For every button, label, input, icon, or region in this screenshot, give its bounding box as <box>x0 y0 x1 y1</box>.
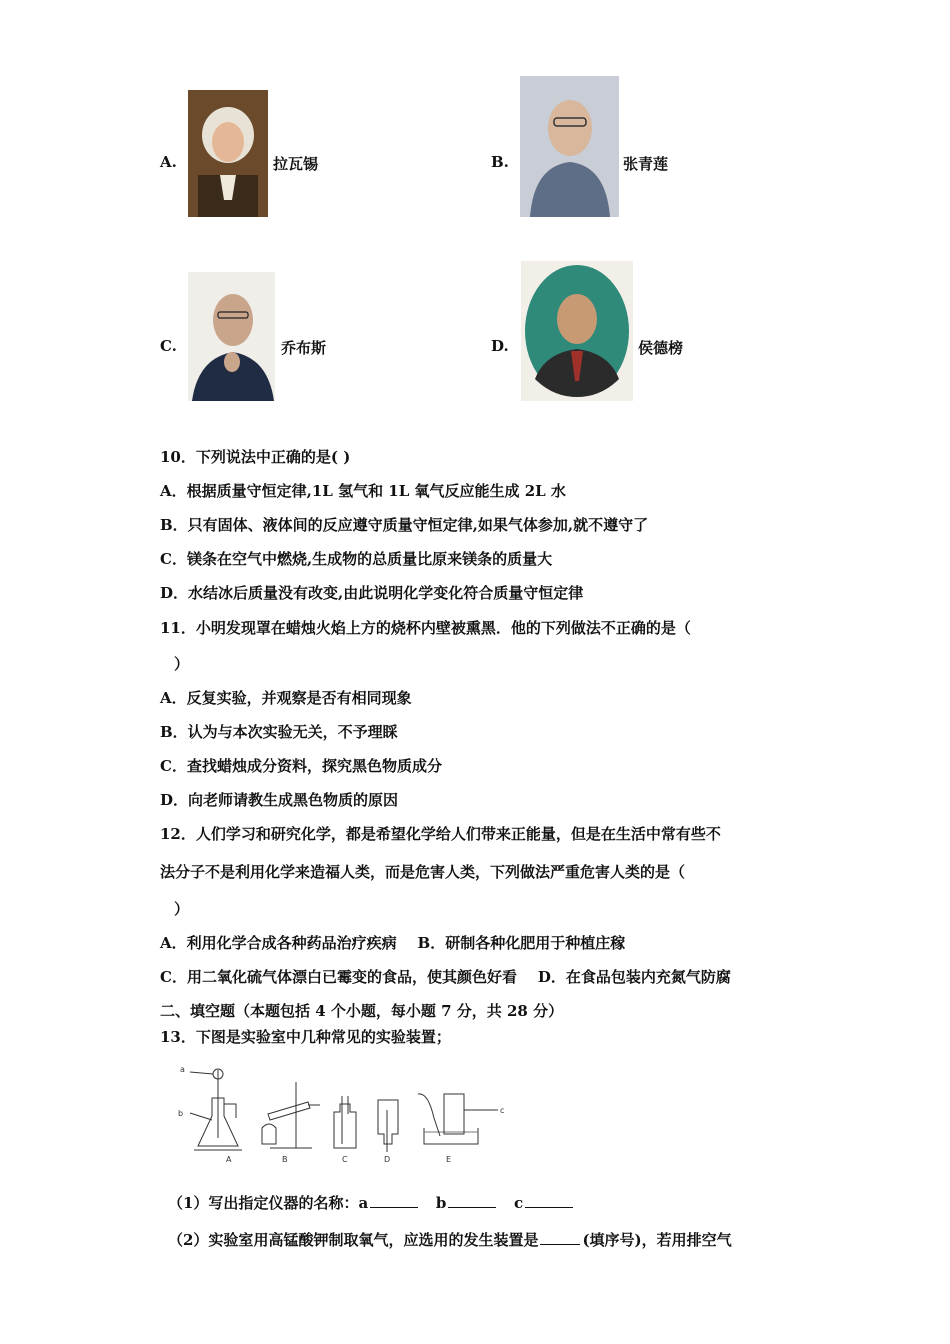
q10-option-a: A．根据质量守恒定律,1L 氢气和 1L 氧气反应能生成 2L 水 <box>160 482 566 500</box>
portrait-lavoisier <box>188 90 268 217</box>
portrait-jobs <box>188 272 275 401</box>
q13-part2 <box>168 1229 732 1250</box>
option-c-letter: C. <box>160 337 177 355</box>
q13-part1 <box>168 1192 575 1213</box>
q10-option-d: D．水结冰后质量没有改变,由此说明化学变化符合质量守恒定律 <box>160 584 584 602</box>
q11-stem-close: ） <box>174 655 190 673</box>
apparatus-e-trough <box>424 1128 478 1144</box>
option-d-letter: D. <box>491 337 509 355</box>
diagram-label-a: a <box>180 1065 185 1074</box>
q11-stem: 11．小明发现罩在蜡烛火焰上方的烧杯内壁被熏黑．他的下列做法不正确的是（ <box>160 619 691 637</box>
portrait-zhang-qinglian <box>520 76 619 217</box>
q12-options-cd: C．用二氧化硫气体漂白已霉变的食品，使其颜色好看 D．在食品包装内充氮气防腐 <box>160 968 731 986</box>
option-b-letter: B. <box>491 153 509 171</box>
diagram-caption-a: A <box>226 1155 232 1164</box>
apparatus-b-lamp <box>262 1124 276 1144</box>
q10-option-c: C．镁条在空气中燃烧,生成物的总质量比原来镁条的质量大 <box>160 550 553 568</box>
diagram-caption-b: B <box>282 1155 288 1164</box>
answer-blank-c[interactable] <box>525 1195 573 1208</box>
q13-part1-prefix: （1）写出指定仪器的名称： <box>168 1194 359 1212</box>
q11-option-c: C．查找蜡烛成分资料，探究黑色物质成分 <box>160 757 442 775</box>
section-fill-in-heading: 二、填空题（本题包括 4 个小题，每小题 7 分，共 28 分） <box>160 1002 564 1020</box>
q13-stem: 13．下图是实验室中几种常见的实验装置； <box>160 1028 451 1046</box>
diagram-caption-c: C <box>342 1155 348 1164</box>
apparatus-b-tube <box>268 1102 310 1120</box>
q11-option-a: A．反复实验，并观察是否有相同现象 <box>160 689 412 707</box>
q10-stem: 10．下列说法中正确的是( ) <box>160 448 351 466</box>
q10-option-b: B．只有固体、液体间的反应遵守质量守恒定律,如果气体参加,就不遵守了 <box>160 516 649 534</box>
diagram-caption-d: D <box>384 1155 391 1164</box>
diagram-caption-e: E <box>446 1155 452 1164</box>
q11-option-b: B．认为与本次实验无关，不予理睬 <box>160 723 398 741</box>
q12-stem: 12．人们学习和研究化学，都是希望化学给人们带来正能量，但是在生活中常有些不 <box>160 825 721 843</box>
diagram-label-b: b <box>178 1109 184 1118</box>
apparatus-d-bottle <box>378 1100 398 1144</box>
diagram-label-c: c <box>500 1106 505 1115</box>
q12-options-ab: A．利用化学合成各种药品治疗疾病 B．研制各种化肥用于种植庄稼 <box>160 934 626 952</box>
q12-stem-close: ） <box>174 900 190 918</box>
answer-blank-b[interactable] <box>448 1195 496 1208</box>
apparatus-c-bottle <box>334 1104 356 1148</box>
option-c-name: 乔布斯 <box>281 339 327 357</box>
q13-part1-label-b: b <box>435 1194 447 1212</box>
portrait-hou-debang <box>521 261 633 401</box>
option-a-name: 拉瓦锡 <box>273 155 319 173</box>
q12-stem-line2: 法分子不是利用化学来造福人类，而是危害人类，下列做法严重危害人类的是（ <box>160 863 686 881</box>
option-b-name: 张青莲 <box>623 155 669 173</box>
lab-apparatus-diagram <box>172 1058 512 1168</box>
q13-part2-tail: (填序号)，若用排空气 <box>582 1231 732 1249</box>
option-d-name: 侯德榜 <box>638 339 684 357</box>
q13-part1-label-a: a <box>358 1194 369 1212</box>
q11-option-d: D．向老师请教生成黑色物质的原因 <box>160 791 399 809</box>
apparatus-e-bottle <box>444 1094 464 1134</box>
answer-blank-a[interactable] <box>370 1195 418 1208</box>
q13-part1-label-c: c <box>514 1194 524 1212</box>
q13-part2-text: （2）实验室用高锰酸钾制取氧气，应选用的发生装置是 <box>168 1231 539 1249</box>
answer-blank-generator[interactable] <box>540 1232 580 1245</box>
option-a-letter: A. <box>160 153 177 171</box>
